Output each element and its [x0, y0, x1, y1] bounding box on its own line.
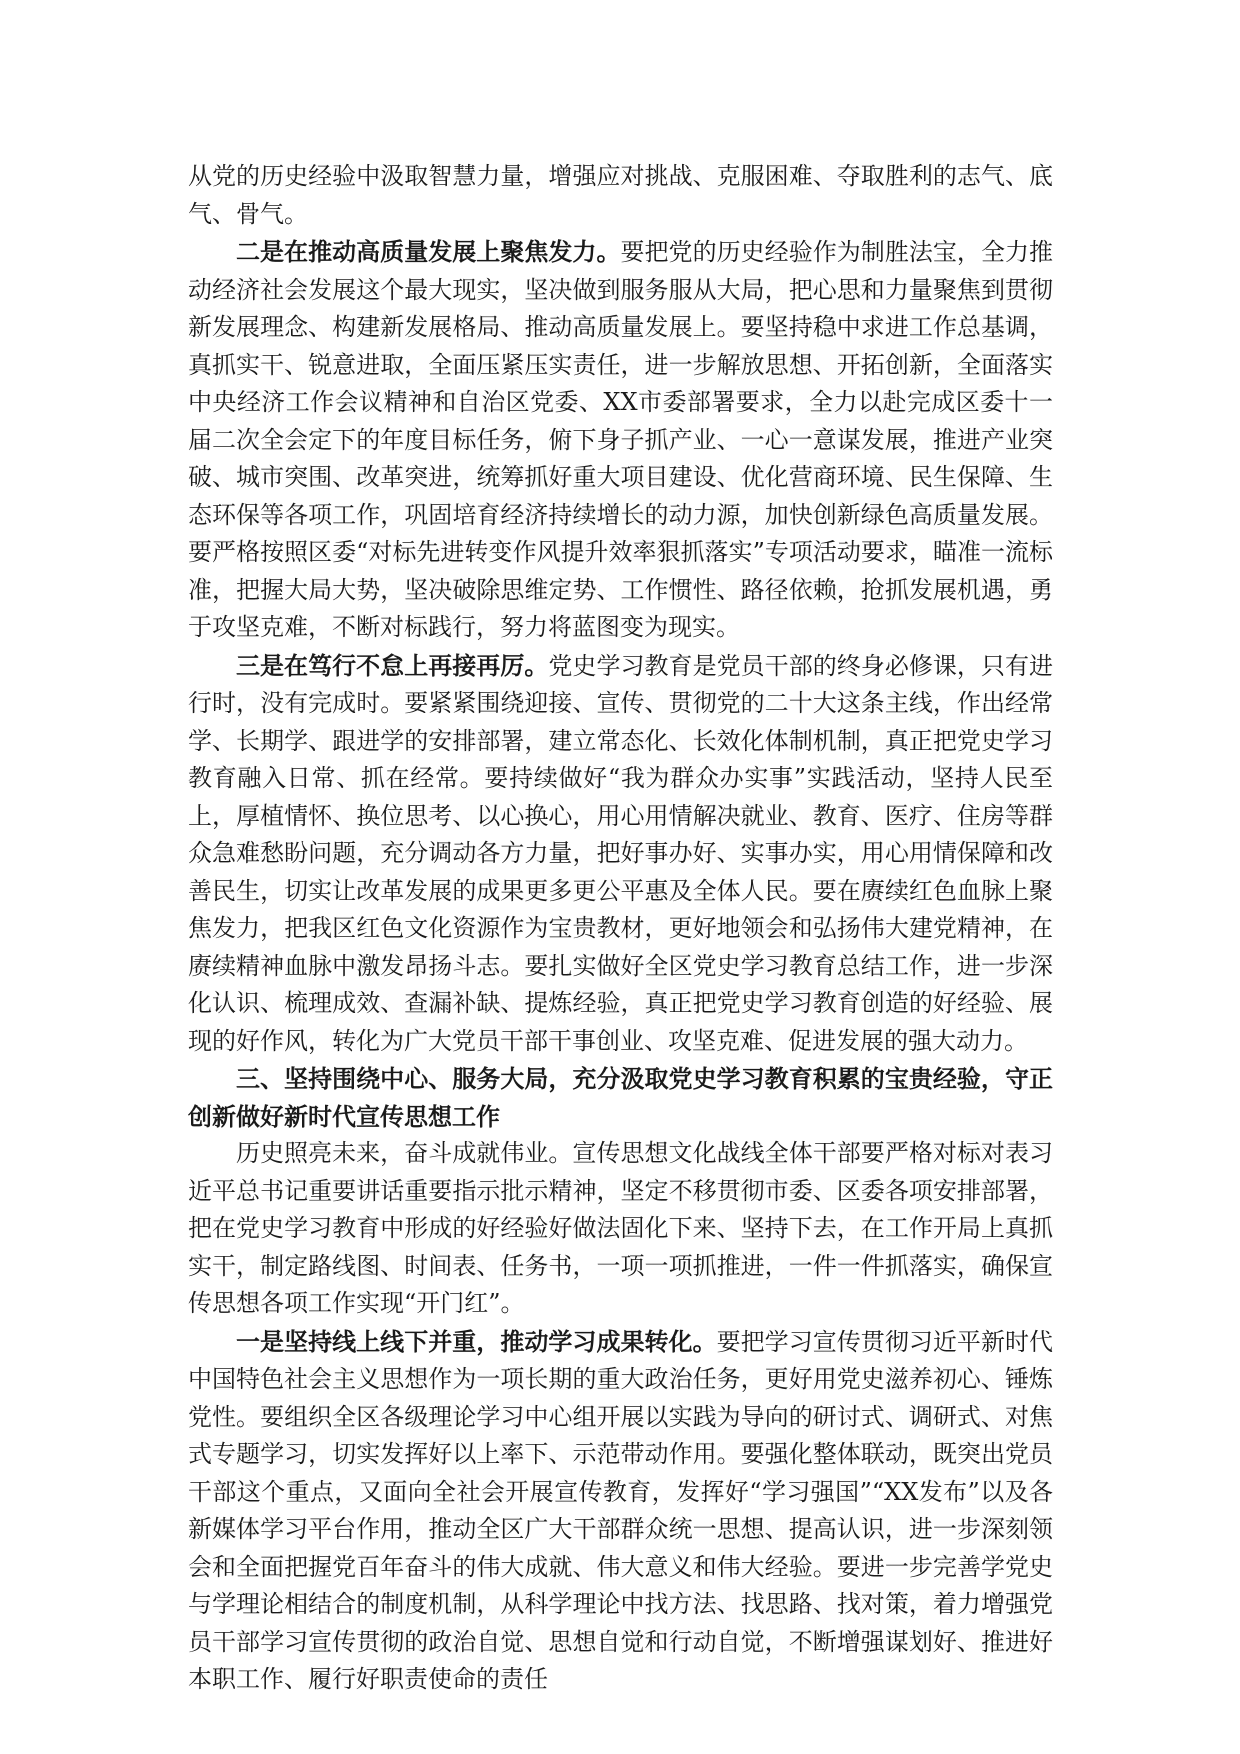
- paragraph-text: 从党的历史经验中汲取智慧力量，增强应对挑战、克服困难、夺取胜利的志气、底气、骨气。: [188, 162, 1053, 228]
- paragraph-online-offline: [188, 1323, 1053, 1699]
- section-heading-text: 三、坚持围绕中心、服务大局，充分汲取党史学习教育积累的宝贵经验，守正创新做好新时代宣传思想工作: [188, 1064, 1053, 1131]
- paragraph-persistent-effort: [188, 647, 1053, 1061]
- paragraph-text: 要把党的历史经验作为制胜法宝，全力推动经济社会发展这个最大现实，坚决做到服务服从大局，把心思和力量聚焦到贯彻新发展理念、构建新发展格局、推动高质量发展上。要坚持稳中求进工作总基调，真抓实干、锐意进取，全面压紧压实责任，进一步解放思想、开拓创新，全面落实中央经济工作会议精神和自治区党委、XX市委部署要求，全力以赴完成区委十一届二次全会定下的年度目标任务，俯下身子抓产业、一心一意谋发展，推进产业突破、城市突围、改革突进，统筹抓好重大项目建设、优化营商环境、民生保障、生态环保等各项工作，巩固培育经济持续增长的动力源，加快创新绿色高质量发展。要严格按照区委“对标先进转变作风提升效率狠抓落实”专项活动要求，瞄准一流标准，把握大局大势，坚决破除思维定势、工作惯性、路径依赖，抢抓发展机遇，勇于攻坚克难，不断对标践行，努力将蓝图变为现实。: [188, 238, 1053, 641]
- paragraph-lead: 三是在笃行不怠上再接再厉。: [236, 650, 549, 680]
- paragraph-text: 要把学习宣传贯彻习近平新时代中国特色社会主义思想作为一项长期的重大政治任务，更好用党史滋养初心、锤炼党性。要组织全区各级理论学习中心组开展以实践为导向的研讨式、调研式、对焦式专题学习，切实发挥好以上率下、示范带动作用。要强化整体联动，既突出党员干部这个重点，又面向全社会开展宣传教育，发挥好“学习强国”“XX发布”以及各新媒体学习平台作用，推动全区广大干部群众统一思想、提高认识，进一步深刻领会和全面把握党百年奋斗的伟大成就、伟大意义和伟大经验。要进一步完善学党史与学理论相结合的制度机制，从科学理论中找方法、找思路、找对策，着力增强党员干部学习宣传贯彻的政治自觉、思想自觉和行动自觉，不断增强谋划好、推进好本职工作、履行好职责使命的责任: [188, 1327, 1054, 1693]
- paragraph-lead: 一是坚持线上线下并重，推动学习成果转化。: [236, 1326, 717, 1356]
- document-body: [188, 158, 1053, 1699]
- paragraph-continued: [188, 158, 1053, 233]
- section-heading-three: [188, 1060, 1053, 1135]
- paragraph-text: 历史照亮未来，奋斗成就伟业。宣传思想文化战线全体干部要严格对标对表习近平总书记重要讲话重要指示批示精神，坚定不移贯彻市委、区委各项安排部署，把在党史学习教育中形成的好经验好做法固化下来、坚持下去，在工作开局上真抓实干，制定路线图、时间表、任务书，一项一项抓推进，一件一件抓落实，确保宣传思想各项工作实现“开门红”。: [188, 1139, 1053, 1317]
- paragraph-high-quality-development: [188, 233, 1053, 647]
- paragraph-text: 党史学习教育是党员干部的终身必修课，只有进行时，没有完成时。要紧紧围绕迎接、宣传、贯彻党的二十大这条主线，作出经常学、长期学、跟进学的安排部署，建立常态化、长效化体制机制，真正把党史学习教育融入日常、抓在经常。要持续做好“我为群众办实事”实践活动，坚持人民至上，厚植情怀、换位思考、以心换心，用心用情解决就业、教育、医疗、住房等群众急难愁盼问题，充分调动各方力量，把好事办好、实事办实，用心用情保障和改善民生，切实让改革发展的成果更多更公平惠及全体人民。要在赓续红色血脉上聚焦发力，把我区红色文化资源作为宝贵教材，更好地领会和弘扬伟大建党精神，在赓续精神血脉中激发昂扬斗志。要扎实做好全区党史学习教育总结工作，进一步深化认识、梳理成效、查漏补缺、提炼经验，真正把党史学习教育创造的好经验、展现的好作风，转化为广大党员干部干事创业、攻坚克难、促进发展的强大动力。: [188, 651, 1054, 1055]
- paragraph-lead: 二是在推动高质量发展上聚焦发力。: [236, 237, 621, 266]
- paragraph-section-intro: [188, 1135, 1053, 1323]
